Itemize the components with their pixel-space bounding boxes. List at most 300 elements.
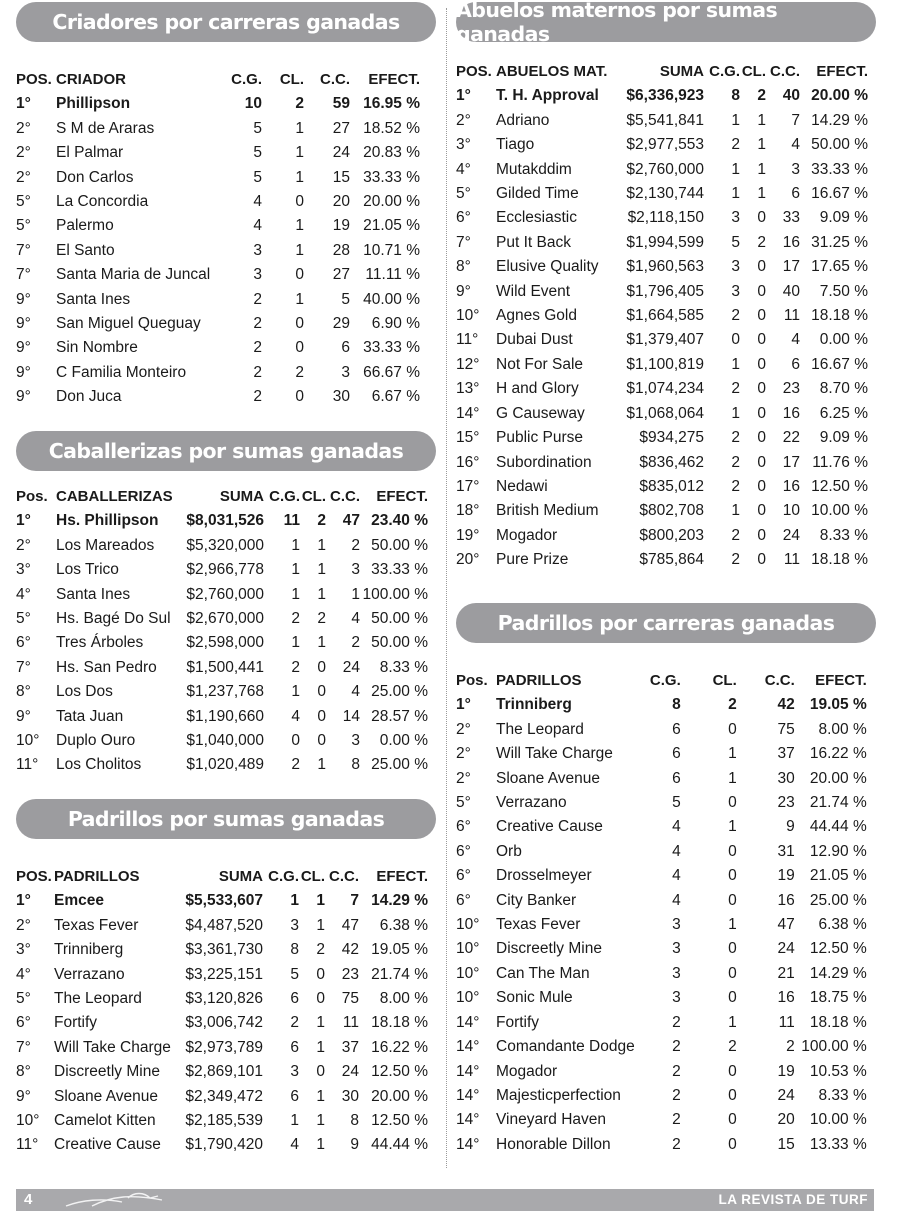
table-cell: 3 bbox=[253, 241, 262, 259]
table-cell: Subordination bbox=[496, 453, 592, 471]
table-cell: 6.25 % bbox=[819, 404, 868, 422]
criadores-section bbox=[16, 2, 436, 410]
table-cell: 10° bbox=[16, 732, 40, 750]
column-header: CRIADOR bbox=[56, 71, 126, 88]
table-cell: 20.83 % bbox=[363, 144, 420, 162]
table-cell: 8 bbox=[351, 756, 360, 774]
table-cell: 2° bbox=[456, 720, 471, 738]
table-cell: Comandante Dodge bbox=[496, 1038, 635, 1056]
table-cell: 3° bbox=[16, 561, 31, 579]
table-cell: 19.05 % bbox=[371, 941, 428, 959]
column-divider bbox=[446, 8, 447, 1168]
caballerizas-table bbox=[16, 485, 428, 778]
table-cell: 47 bbox=[342, 512, 360, 530]
table-cell: 50.00 % bbox=[371, 536, 428, 554]
column-header: EFECT. bbox=[816, 63, 868, 80]
padrillos-sumas-title: Padrillos por sumas ganadas bbox=[16, 799, 436, 839]
table-cell: 20.00 % bbox=[811, 87, 868, 105]
table-cell: Mogador bbox=[496, 526, 558, 544]
table-cell: 23 bbox=[782, 380, 800, 398]
table-row bbox=[16, 1060, 428, 1084]
table-cell: Majesticperfection bbox=[496, 1086, 621, 1104]
table-cell: 1 bbox=[757, 111, 766, 129]
table-cell: 100.00 % bbox=[801, 1038, 867, 1056]
table-cell: 2 bbox=[728, 696, 737, 714]
table-row bbox=[456, 840, 867, 864]
table-cell: 5 bbox=[253, 119, 262, 137]
table-cell: 9 bbox=[786, 818, 795, 836]
table-cell: 1 bbox=[291, 536, 300, 554]
table-cell: 0 bbox=[317, 658, 326, 676]
table-cell: 2 bbox=[291, 610, 300, 628]
table-cell: 10° bbox=[456, 940, 480, 958]
table-cell: H and Glory bbox=[496, 380, 579, 398]
table-cell: British Medium bbox=[496, 502, 599, 520]
table-cell: Sloane Avenue bbox=[54, 1087, 159, 1105]
table-cell: 1 bbox=[295, 290, 304, 308]
table-cell: Elusive Quality bbox=[496, 258, 599, 276]
table-cell: Tres Árboles bbox=[56, 634, 144, 652]
table-cell: 4 bbox=[351, 610, 360, 628]
table-cell: 24 bbox=[782, 526, 800, 544]
caballerizas-section bbox=[16, 431, 436, 778]
table-cell: 1 bbox=[757, 136, 766, 154]
table-cell: 2 bbox=[786, 1038, 795, 1056]
table-cell: Orb bbox=[496, 842, 522, 860]
table-row bbox=[456, 937, 867, 961]
table-cell: 0 bbox=[757, 404, 766, 422]
table-cell: 30 bbox=[341, 1087, 359, 1105]
table-row bbox=[456, 231, 868, 255]
table-cell: 6° bbox=[456, 209, 471, 227]
table-cell: $1,796,405 bbox=[626, 282, 704, 300]
table-cell: $1,960,563 bbox=[626, 258, 704, 276]
table-cell: 1 bbox=[291, 634, 300, 652]
table-cell: 11° bbox=[16, 756, 39, 774]
table-cell: 14.29 % bbox=[809, 964, 867, 982]
table-cell: 17.65 % bbox=[811, 258, 868, 276]
table-cell: 100.00 % bbox=[362, 585, 428, 603]
table-cell: 0 bbox=[757, 477, 766, 495]
column-header: EFECT. bbox=[376, 488, 428, 505]
table-cell: 2 bbox=[351, 536, 360, 554]
table-cell: 6° bbox=[16, 634, 31, 652]
table-cell: 20 bbox=[332, 193, 350, 211]
table-row bbox=[456, 718, 867, 742]
table-cell: 10° bbox=[16, 1112, 40, 1130]
table-cell: 1 bbox=[295, 168, 304, 186]
criadores-title: Criadores por carreras ganadas bbox=[16, 2, 436, 42]
table-cell: Agnes Gold bbox=[496, 307, 577, 325]
table-cell: 1 bbox=[728, 745, 737, 763]
table-cell: 5 bbox=[253, 144, 262, 162]
table-row bbox=[16, 190, 420, 214]
table-cell: 2 bbox=[316, 941, 325, 959]
table-cell: 2 bbox=[295, 363, 304, 381]
column-header: EFECT. bbox=[376, 868, 428, 885]
table-cell: 9° bbox=[456, 282, 471, 300]
table-cell: $1,994,599 bbox=[626, 233, 704, 251]
table-row bbox=[456, 986, 867, 1010]
table-cell: $2,973,789 bbox=[185, 1038, 263, 1056]
table-cell: 75 bbox=[341, 990, 359, 1008]
table-cell: 0 bbox=[728, 794, 737, 812]
table-cell: 2 bbox=[253, 363, 262, 381]
table-cell: 0 bbox=[757, 331, 766, 349]
table-cell: 17° bbox=[456, 477, 480, 495]
table-cell: 0 bbox=[295, 388, 304, 406]
table-cell: 2 bbox=[291, 658, 300, 676]
column-header: CL. bbox=[301, 488, 326, 505]
table-cell: 2 bbox=[672, 1038, 681, 1056]
table-cell: 9.09 % bbox=[819, 429, 868, 447]
table-cell: 15° bbox=[456, 429, 480, 447]
table-cell: Los Dos bbox=[56, 683, 113, 701]
table-cell: 8.33 % bbox=[379, 658, 428, 676]
table-cell: 25.00 % bbox=[809, 891, 867, 909]
table-cell: 0 bbox=[757, 502, 766, 520]
table-cell: 2° bbox=[16, 536, 31, 554]
table-row bbox=[456, 693, 867, 717]
table-cell: The Leopard bbox=[496, 720, 584, 738]
table-cell: Tata Juan bbox=[56, 707, 124, 725]
table-cell: 10° bbox=[456, 307, 480, 325]
table-row bbox=[456, 1011, 867, 1035]
table-cell: 9° bbox=[16, 339, 31, 357]
table-cell: 6 bbox=[290, 1038, 299, 1056]
table-cell: 16.95 % bbox=[363, 95, 420, 113]
table-cell: $3,006,742 bbox=[185, 1014, 263, 1032]
table-cell: 28.57 % bbox=[371, 707, 428, 725]
table-cell: Discreetly Mine bbox=[496, 940, 602, 958]
table-row bbox=[456, 84, 868, 108]
table-cell: 14.29 % bbox=[371, 892, 428, 910]
table-cell: 0 bbox=[757, 209, 766, 227]
table-row bbox=[456, 524, 868, 548]
table-cell: $2,760,000 bbox=[186, 585, 264, 603]
table-cell: 1 bbox=[728, 769, 737, 787]
table-cell: 13° bbox=[456, 380, 480, 398]
table-cell: 9 bbox=[350, 1136, 359, 1154]
table-cell: 19 bbox=[332, 217, 350, 235]
table-cell: 8.00 % bbox=[379, 990, 428, 1008]
table-cell: 2 bbox=[253, 290, 262, 308]
table-cell: 24 bbox=[332, 144, 350, 162]
table-cell: 2 bbox=[672, 1013, 681, 1031]
table-cell: Los Cholitos bbox=[56, 756, 142, 774]
table-row bbox=[456, 475, 868, 499]
table-cell: 15 bbox=[332, 168, 350, 186]
table-cell: 50.00 % bbox=[371, 634, 428, 652]
table-cell: 24 bbox=[342, 658, 360, 676]
table-cell: $1,100,819 bbox=[626, 355, 704, 373]
table-cell: 11.76 % bbox=[812, 453, 868, 471]
table-cell: 0 bbox=[316, 965, 325, 983]
table-cell: 2 bbox=[290, 1014, 299, 1032]
table-cell: 1 bbox=[295, 217, 304, 235]
table-cell: 40 bbox=[782, 282, 800, 300]
table-cell: 40.00 % bbox=[363, 290, 420, 308]
table-cell: $3,361,730 bbox=[185, 941, 263, 959]
table-cell: 1 bbox=[316, 1136, 325, 1154]
table-cell: 1 bbox=[290, 1112, 299, 1130]
table-cell: 42 bbox=[777, 696, 795, 714]
column-header: Pos. bbox=[16, 488, 48, 505]
table-cell: 2 bbox=[757, 87, 766, 105]
table-cell: $6,336,923 bbox=[626, 87, 704, 105]
table-cell: 2 bbox=[731, 429, 740, 447]
table-cell: 19 bbox=[777, 1062, 795, 1080]
table-cell: San Miguel Queguay bbox=[56, 315, 201, 333]
table-cell: 4 bbox=[672, 867, 681, 885]
table-cell: 14° bbox=[456, 1038, 480, 1056]
table-cell: $2,977,553 bbox=[626, 136, 704, 154]
table-cell: 2 bbox=[672, 1135, 681, 1153]
table-cell: $3,120,826 bbox=[185, 990, 263, 1008]
column-header: CL. bbox=[712, 672, 737, 689]
table-row bbox=[16, 361, 420, 385]
table-row bbox=[456, 1133, 867, 1157]
column-header: PADRILLOS bbox=[496, 672, 582, 689]
table-cell: 1 bbox=[731, 111, 740, 129]
table-cell: 2 bbox=[672, 1111, 681, 1129]
table-cell: 16.67 % bbox=[811, 355, 868, 373]
page-footer bbox=[16, 1189, 874, 1211]
table-cell: 0 bbox=[728, 940, 737, 958]
table-cell: Phillipson bbox=[56, 95, 131, 113]
table-cell: 6° bbox=[456, 842, 471, 860]
table-cell: Not For Sale bbox=[496, 355, 584, 373]
table-cell: 12° bbox=[456, 355, 480, 373]
table-cell: 16 bbox=[782, 477, 800, 495]
table-cell: 1 bbox=[295, 144, 304, 162]
table-row bbox=[456, 1060, 867, 1084]
table-cell: 10.00 % bbox=[811, 502, 868, 520]
table-cell: 14° bbox=[456, 1013, 480, 1031]
header-row bbox=[16, 68, 420, 92]
table-cell: 25.00 % bbox=[371, 756, 428, 774]
table-cell: Vineyard Haven bbox=[496, 1111, 607, 1129]
table-cell: 2 bbox=[731, 380, 740, 398]
table-cell: $1,500,441 bbox=[186, 658, 264, 676]
column-header: CABALLERIZAS bbox=[56, 488, 173, 505]
table-cell: 10° bbox=[456, 989, 480, 1007]
table-cell: 5° bbox=[456, 794, 471, 812]
table-row bbox=[456, 767, 867, 791]
table-cell: Hs. San Pedro bbox=[56, 658, 157, 676]
column-header: C.G. bbox=[649, 672, 681, 689]
table-cell: Texas Fever bbox=[54, 916, 139, 934]
table-cell: 2 bbox=[757, 233, 766, 251]
table-cell: 3° bbox=[456, 136, 471, 154]
table-cell: 3 bbox=[672, 989, 681, 1007]
table-cell: 6.90 % bbox=[371, 315, 420, 333]
table-row bbox=[456, 328, 868, 352]
table-cell: 0 bbox=[295, 315, 304, 333]
table-cell: 6 bbox=[341, 339, 350, 357]
table-cell: 4° bbox=[16, 585, 31, 603]
table-row bbox=[16, 312, 420, 336]
table-cell: 18.75 % bbox=[809, 989, 867, 1007]
table-cell: 11 bbox=[783, 307, 800, 325]
padrillos-sumas-table bbox=[16, 865, 428, 1158]
table-row bbox=[456, 742, 867, 766]
table-cell: 4 bbox=[672, 842, 681, 860]
header-row bbox=[16, 485, 428, 509]
table-cell: Santa Ines bbox=[56, 290, 131, 308]
table-cell: 7° bbox=[456, 233, 471, 251]
table-cell: 44.44 % bbox=[371, 1136, 428, 1154]
table-cell: 21.74 % bbox=[809, 794, 867, 812]
padrillos-carreras-title: Padrillos por carreras ganadas bbox=[456, 603, 876, 643]
table-cell: $2,130,744 bbox=[626, 185, 704, 203]
table-cell: Santa Ines bbox=[56, 585, 131, 603]
table-cell: 27 bbox=[332, 119, 350, 137]
caballerizas-title: Caballerizas por sumas ganadas bbox=[16, 431, 436, 471]
table-cell: $5,533,607 bbox=[185, 892, 263, 910]
header-row bbox=[456, 669, 867, 693]
table-cell: 14.29 % bbox=[811, 111, 868, 129]
table-cell: 1 bbox=[731, 502, 740, 520]
table-cell: 1 bbox=[291, 561, 300, 579]
table-cell: 20.00 % bbox=[371, 1087, 428, 1105]
table-cell: 1 bbox=[728, 1013, 737, 1031]
table-row bbox=[456, 304, 868, 328]
table-cell: 18.18 % bbox=[371, 1014, 428, 1032]
table-cell: 4 bbox=[291, 707, 300, 725]
header-row bbox=[456, 60, 868, 84]
table-cell: 6° bbox=[456, 818, 471, 836]
table-cell: 4 bbox=[253, 193, 262, 211]
table-cell: 27 bbox=[332, 266, 350, 284]
table-cell: 4 bbox=[290, 1136, 299, 1154]
table-cell: 2 bbox=[253, 315, 262, 333]
column-header: EFECT. bbox=[815, 672, 867, 689]
table-cell: 1° bbox=[16, 95, 31, 113]
table-cell: Ecclesiastic bbox=[496, 209, 577, 227]
table-cell: $1,379,407 bbox=[626, 331, 704, 349]
table-cell: 1 bbox=[316, 892, 325, 910]
table-cell: 1 bbox=[316, 1038, 325, 1056]
table-cell: 47 bbox=[341, 916, 359, 934]
table-cell: 17 bbox=[782, 258, 800, 276]
table-cell: Los Mareados bbox=[56, 536, 155, 554]
table-cell: Trinniberg bbox=[496, 696, 572, 714]
table-cell: 8° bbox=[456, 258, 471, 276]
table-cell: El Palmar bbox=[56, 144, 124, 162]
table-cell: 0.00 % bbox=[379, 732, 428, 750]
table-row bbox=[456, 1035, 867, 1059]
table-cell: 14° bbox=[456, 1062, 480, 1080]
table-row bbox=[16, 166, 420, 190]
table-cell: 1° bbox=[16, 892, 31, 910]
table-cell: 16 bbox=[777, 891, 795, 909]
table-cell: 29 bbox=[332, 315, 350, 333]
table-cell: Will Take Charge bbox=[54, 1038, 171, 1056]
header-row bbox=[16, 865, 428, 889]
table-cell: 5° bbox=[16, 610, 31, 628]
table-cell: 2° bbox=[16, 144, 31, 162]
table-cell: El Santo bbox=[56, 241, 115, 259]
table-cell: 1 bbox=[317, 585, 326, 603]
table-cell: 2° bbox=[16, 168, 31, 186]
table-row bbox=[16, 631, 428, 655]
table-cell: T. H. Approval bbox=[496, 87, 599, 105]
table-cell: 0 bbox=[317, 707, 326, 725]
table-cell: Creative Cause bbox=[496, 818, 603, 836]
table-cell: 3 bbox=[672, 940, 681, 958]
table-cell: 2° bbox=[456, 745, 471, 763]
table-cell: 0 bbox=[295, 266, 304, 284]
table-row bbox=[456, 815, 867, 839]
table-cell: 20 bbox=[777, 1111, 795, 1129]
table-cell: 10 bbox=[782, 502, 800, 520]
table-cell: 1 bbox=[351, 585, 360, 603]
column-header: PADRILLOS bbox=[54, 868, 140, 885]
table-cell: 2 bbox=[731, 477, 740, 495]
table-cell: $1,074,234 bbox=[626, 380, 704, 398]
table-cell: City Banker bbox=[496, 891, 577, 909]
table-cell: $1,068,064 bbox=[626, 404, 704, 422]
table-cell: Will Take Charge bbox=[496, 745, 613, 763]
table-cell: La Concordia bbox=[56, 193, 149, 211]
table-cell: 33 bbox=[782, 209, 800, 227]
table-row bbox=[16, 1011, 428, 1035]
table-cell: 66.67 % bbox=[363, 363, 420, 381]
table-cell: $1,190,660 bbox=[186, 707, 264, 725]
table-row bbox=[456, 889, 867, 913]
table-cell: $836,462 bbox=[639, 453, 704, 471]
table-cell: 8° bbox=[16, 1063, 31, 1081]
table-cell: 7° bbox=[16, 1038, 31, 1056]
table-cell: Camelot Kitten bbox=[54, 1112, 156, 1130]
table-row bbox=[456, 402, 868, 426]
table-row bbox=[456, 1084, 867, 1108]
table-cell: Adriano bbox=[496, 111, 550, 129]
table-cell: 2 bbox=[731, 453, 740, 471]
table-cell: 3 bbox=[290, 916, 299, 934]
table-cell: 30 bbox=[777, 769, 795, 787]
table-cell: 8 bbox=[731, 87, 740, 105]
table-cell: 11 bbox=[783, 551, 800, 569]
table-cell: 37 bbox=[777, 745, 795, 763]
table-cell: 2 bbox=[728, 1038, 737, 1056]
table-cell: 10° bbox=[456, 964, 480, 982]
table-cell: 33.33 % bbox=[371, 561, 428, 579]
table-row bbox=[16, 288, 420, 312]
table-cell: 16.22 % bbox=[371, 1038, 428, 1056]
table-row bbox=[456, 426, 868, 450]
table-cell: 16.22 % bbox=[809, 745, 867, 763]
table-cell: 44.44 % bbox=[809, 818, 867, 836]
table-cell: 21.74 % bbox=[371, 965, 428, 983]
table-row bbox=[16, 583, 428, 607]
table-cell: 2 bbox=[291, 756, 300, 774]
table-cell: 2 bbox=[317, 512, 326, 530]
table-cell: 1 bbox=[317, 561, 326, 579]
table-cell: 0 bbox=[757, 429, 766, 447]
table-cell: 0 bbox=[757, 526, 766, 544]
table-cell: 9° bbox=[16, 290, 31, 308]
table-cell: $8,031,526 bbox=[186, 512, 264, 530]
table-cell: 5° bbox=[16, 193, 31, 211]
table-cell: Hs. Bagé Do Sul bbox=[56, 610, 171, 628]
table-cell: 12.90 % bbox=[809, 842, 867, 860]
table-cell: 3 bbox=[351, 732, 360, 750]
table-cell: 1 bbox=[731, 404, 740, 422]
table-row bbox=[16, 963, 428, 987]
table-cell: 18.18 % bbox=[809, 1013, 867, 1031]
